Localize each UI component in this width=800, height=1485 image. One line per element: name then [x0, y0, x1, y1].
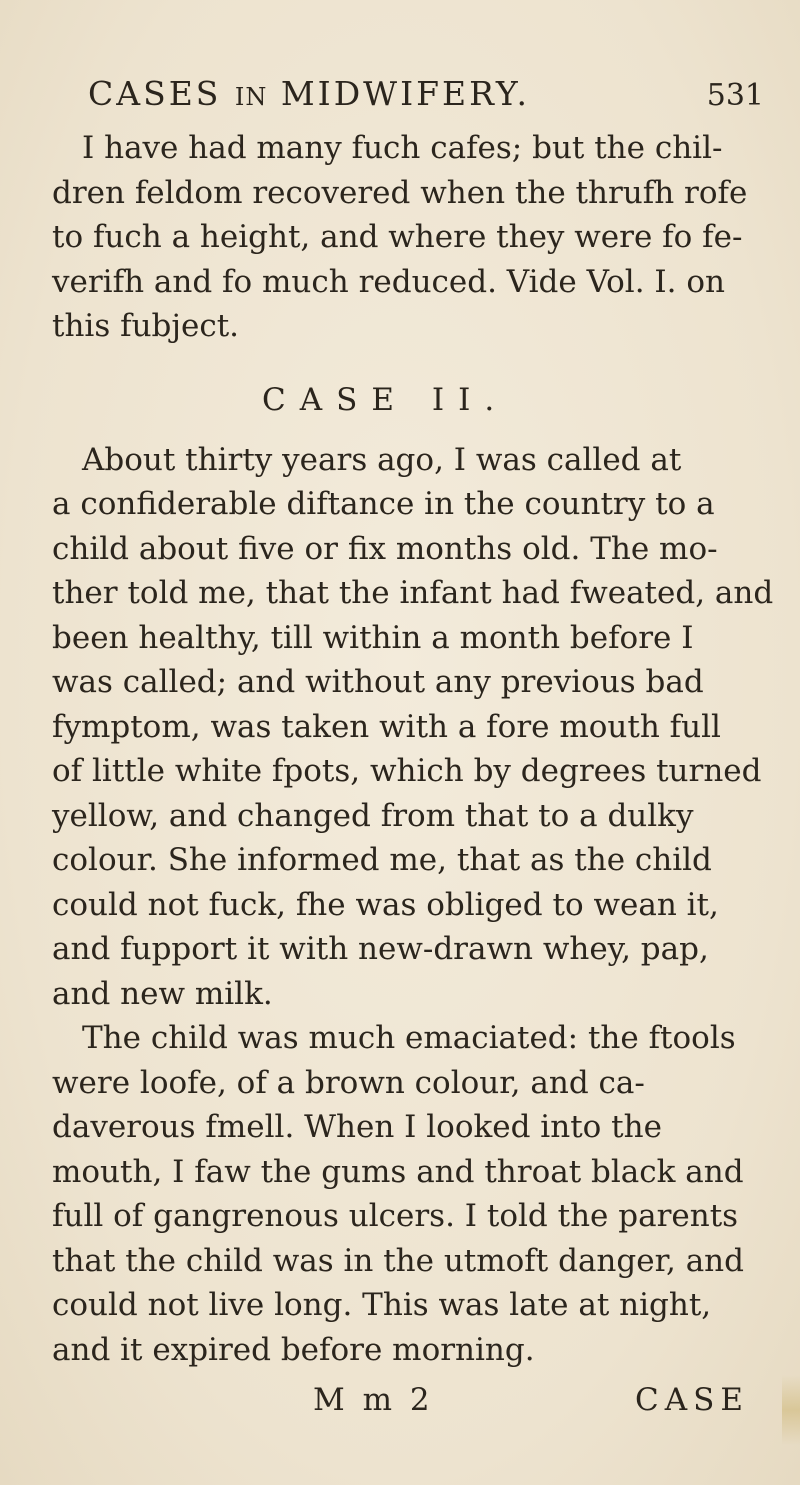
text-line: About thirty years ago, I was called at: [82, 441, 682, 478]
text-line: this fubject.: [52, 308, 240, 344]
text-line: were loofe, of a brown colour, and ca-: [52, 1064, 645, 1101]
text-line: colour. She informed me, that as the child: [52, 842, 712, 878]
text-line: and new milk.: [52, 975, 273, 1012]
text-line: The child was much emaciated: the ftools: [82, 1020, 736, 1056]
catchword: CASE: [635, 1382, 749, 1418]
text-line: of little white fpots, which by degrees turned: [52, 753, 762, 789]
text-line: that the child was in the utmoft danger, and: [52, 1242, 744, 1279]
running-head: [88, 74, 530, 113]
text-line: and it expired before morning.: [52, 1331, 535, 1368]
text-line: and fupport it with new-drawn whey, pap,: [52, 931, 709, 967]
page-number: 531: [706, 78, 764, 113]
text-line: verifh and fo much reduced. Vide Vol. I. on: [52, 263, 726, 300]
page-header: [88, 74, 778, 122]
running-head-midwifery: MIDWIFERY.: [280, 74, 530, 113]
running-head-in: IN: [234, 83, 268, 111]
text-line: to fuch a height, and where they were fo fe-: [52, 219, 743, 255]
text-line: daverous fmell. When I looked into the: [52, 1109, 662, 1145]
text-line: was called; and without any previous bad: [52, 664, 704, 700]
body-text: [52, 126, 792, 1372]
text-line: fymptom, was taken with a fore mouth full: [52, 708, 721, 745]
paper-stain: [782, 1375, 800, 1445]
text-line: been healthy, till within a month before I: [52, 619, 694, 656]
case-heading: CASE II.: [262, 381, 509, 418]
text-line: a confiderable diftance in the country to a: [52, 486, 715, 522]
text-line: could not live long. This was late at night,: [52, 1287, 712, 1323]
page-footer: [0, 1382, 800, 1432]
text-line: dren feldom recovered when the thrufh rofe: [52, 174, 748, 211]
signature-mark: M m 2: [313, 1382, 434, 1418]
text-line: full of gangrenous ulcers. I told the parents: [52, 1198, 739, 1234]
running-head-cases: CASES: [88, 74, 222, 113]
text-line: mouth, I faw the gums and throat black and: [52, 1153, 744, 1190]
text-line: yellow, and changed from that to a dulky: [52, 797, 694, 834]
text-line: child about five or fix months old. The mo-: [52, 530, 718, 567]
text-line: I have had many fuch cafes; but the chil-: [82, 130, 723, 166]
text-line: ther told me, that the infant had fweated, and: [52, 575, 774, 611]
text-line: could not fuck, fhe was obliged to wean it,: [52, 886, 719, 923]
